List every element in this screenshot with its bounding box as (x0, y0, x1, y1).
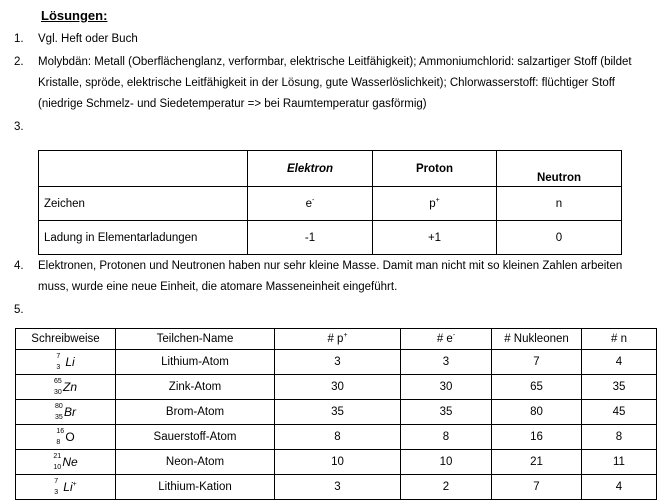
electron-charge: -1 (248, 221, 373, 255)
header-electron: Elektron (248, 151, 373, 187)
answer-item-4 (14, 256, 654, 298)
proton-count: 3 (275, 350, 401, 375)
empty-header-cell (39, 151, 248, 187)
table-row (39, 187, 622, 221)
header-schreibweise: Schreibweise (16, 329, 116, 350)
neutron-symbol: n (497, 187, 622, 221)
electron-count: 10 (401, 450, 492, 475)
proton-charge: +1 (373, 221, 497, 255)
particle-name: Neon-Atom (116, 450, 275, 475)
table-row (16, 375, 657, 400)
electron-count: 35 (401, 400, 492, 425)
electron-symbol: e- (248, 187, 373, 221)
electron-count: 2 (401, 475, 492, 500)
particle-table (38, 150, 622, 255)
table-header-row (16, 329, 657, 350)
nuclide-table (15, 328, 657, 500)
electron-count: 3 (401, 350, 492, 375)
item-text: Molybdän: Metall (Oberflächenglanz, verformbar, elektrische Leitfähigkeit); Ammoniumchlorid: salzartiger Stoff (bildet Kristalle, spröde, elektrische Leitfähigkeit in der Lösung, gute Wasserlöslichkeit); Chlorwasserstoff: flüchtiger Stoff (niedrige Schmelz- und Siedetemperatur => bei Raumtemperatur gasförmig) (38, 56, 632, 110)
row-label: Zeichen (39, 187, 248, 221)
item-text: Vgl. Heft oder Buch (38, 33, 138, 45)
neutron-count: 11 (582, 450, 657, 475)
proton-count: 10 (275, 450, 401, 475)
proton-count: 3 (275, 475, 401, 500)
nuclide-notation: 80 35 Br (16, 400, 116, 425)
header-name: Teilchen-Name (116, 329, 275, 350)
neutron-count: 4 (582, 350, 657, 375)
nucleon-count: 65 (492, 375, 582, 400)
nucleon-count: 80 (492, 400, 582, 425)
neutron-count: 35 (582, 375, 657, 400)
nuclide-notation: 65 30 Zn (16, 375, 116, 400)
item-number: 4. (14, 260, 24, 272)
nuclide-notation: 21 10 Ne (16, 450, 116, 475)
row-label: Ladung in Elementarladungen (39, 221, 248, 255)
proton-symbol: p+ (373, 187, 497, 221)
header-neutrons: # n (582, 329, 657, 350)
proton-count: 30 (275, 375, 401, 400)
table-row (16, 425, 657, 450)
nuclide-notation: 16 8 O (16, 425, 116, 450)
particle-name: Zink-Atom (116, 375, 275, 400)
nuclide-notation: 7 3 Li+ (16, 475, 116, 500)
item-text: Elektronen, Protonen und Neutronen haben nur sehr kleine Masse. Damit man nicht mit so kleinen Zahlen arbeiten muss, wurde eine neue Einheit, die atomare Masseneinheit eingeführt. (38, 260, 623, 293)
nucleon-count: 16 (492, 425, 582, 450)
table-row (39, 221, 622, 255)
header-electrons: # e- (401, 329, 492, 350)
item-number: 1. (14, 33, 24, 45)
table-row (16, 475, 657, 500)
particle-name: Brom-Atom (116, 400, 275, 425)
proton-count: 8 (275, 425, 401, 450)
table-header-row (39, 151, 622, 187)
electron-count: 8 (401, 425, 492, 450)
header-protons: # p+ (275, 329, 401, 350)
particle-name: Lithium-Kation (116, 475, 275, 500)
header-proton: Proton (373, 151, 497, 187)
neutron-count: 45 (582, 400, 657, 425)
header-neutron: Neutron (497, 151, 622, 187)
table-row (16, 350, 657, 375)
electron-count: 30 (401, 375, 492, 400)
item-number: 5. (14, 304, 24, 316)
header-nucleons: # Nukleonen (492, 329, 582, 350)
nucleon-count: 21 (492, 450, 582, 475)
particle-name: Lithium-Atom (116, 350, 275, 375)
answer-item-2 (14, 52, 654, 115)
item-number: 3. (14, 121, 24, 133)
table-row (16, 400, 657, 425)
neutron-count: 8 (582, 425, 657, 450)
nuclide-notation: 7 3 Li (16, 350, 116, 375)
table-row (16, 450, 657, 475)
proton-count: 35 (275, 400, 401, 425)
answer-item-1 (14, 29, 654, 50)
neutron-charge: 0 (497, 221, 622, 255)
page-title: Lösungen: (41, 8, 108, 23)
item-number: 2. (14, 56, 24, 68)
nucleon-count: 7 (492, 475, 582, 500)
particle-name: Sauerstoff-Atom (116, 425, 275, 450)
nucleon-count: 7 (492, 350, 582, 375)
neutron-count: 4 (582, 475, 657, 500)
